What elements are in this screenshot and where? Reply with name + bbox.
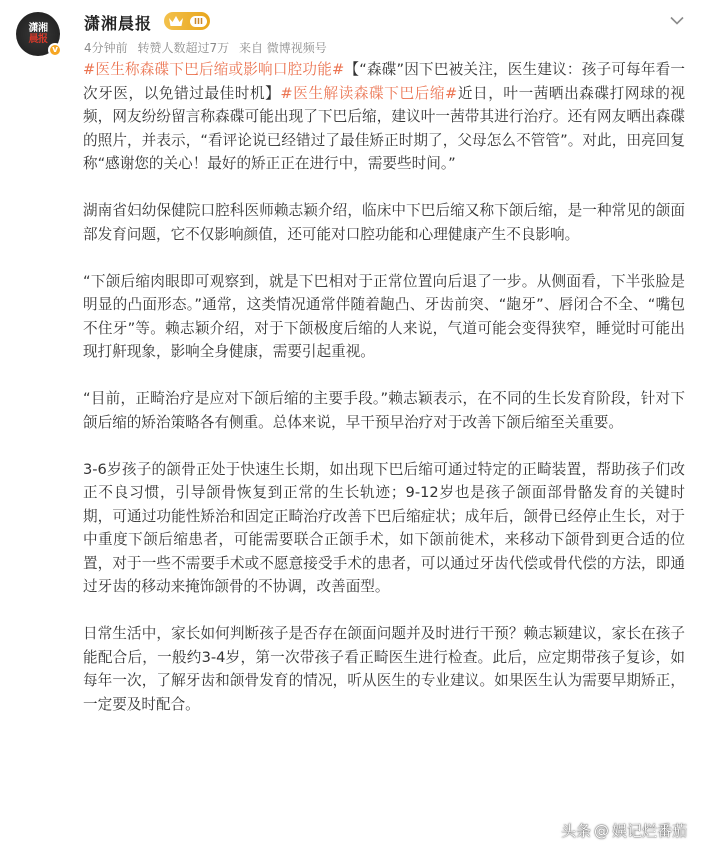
chevron-down-icon <box>670 16 684 25</box>
watermark <box>561 820 687 841</box>
post-meta <box>84 39 333 56</box>
intro-text: 近日，叶一茜晒出森碟打网球的视频，网友纷纷留言称森碟可能出现了下巴后缩，建议叶一茜带其进行治疗。还有网友晒出森碟的照片，并表示，“看评论说已经错过了最佳矫正时期了，父母怎么不管管”。对此，田亮回复称“感谢您的关心！最好的矫正正在进行中，需要些时间。” <box>83 84 685 172</box>
headline-text: 【“森碟”因下巴被关注，医生建议：孩子可每年看一次牙医，以免错过最佳时机】 <box>83 61 685 102</box>
post-header <box>16 10 689 58</box>
watermark-account: 娱记烂番茄 <box>611 822 687 840</box>
watermark-at: @ <box>593 822 609 840</box>
verified-icon: v <box>48 43 62 57</box>
topic-link-1[interactable]: #医生称森碟下巴后缩或影响口腔功能# <box>83 61 345 78</box>
avatar-text-line2: 晨报 <box>28 34 48 45</box>
repost-count: 转赞人数超过7万 <box>137 41 230 55</box>
post-source[interactable]: 来自 微博视频号 <box>238 41 327 55</box>
paragraph-5: 3-6岁孩子的颌骨正处于快速生长期，如出现下巴后缩可通过特定的正畸装置，帮助孩子们改正不良习惯，引导颌骨恢复到正常的生长轨迹；9-12岁也是孩子颌面部骨骼发育的关键时期，可通过功能性矫治和固定正畸治疗改善下巴后缩症状；成年后，颌骨已经停止生长，对于中重度下颌后缩患者，可能需要联合正颌手术，如下颌前徙术，来移动下颌骨到更合适的位置，对于一些不需要手术或不愿意接受手术的患者，可以通过牙齿代偿或骨代偿的方法，即通过牙齿的移动来掩饰颌骨的不协调，改善面型。 <box>83 460 685 595</box>
level-badge[interactable] <box>164 12 210 30</box>
paragraph-2: 湖南省妇幼保健院口腔科医师赖志颖介绍，临床中下巴后缩又称下颌后缩，是一种常见的颌面部发育问题，它不仅影响颜值，还可能对口腔功能和心理健康产生不良影响。 <box>83 202 685 243</box>
crown-icon <box>168 14 184 28</box>
more-options-icon[interactable] <box>665 10 689 30</box>
level-text: III <box>190 16 207 27</box>
paragraph-4: “目前，正畸治疗是应对下颌后缩的主要手段。”赖志颖表示，在不同的生长发育阶段，针对下颌后缩的矫治策略各有侧重。总体来说，早干预早治疗对于改善下颌后缩至关重要。 <box>83 390 685 431</box>
paragraph-3: “下颌后缩肉眼即可观察到，就是下巴相对于正常位置向后退了一步。从侧面看，下半张脸是明显的凸面形态。”通常，这类情况通常伴随着龅凸、牙齿前突、“龅牙”、唇闭合不全、“嘴包不住牙”等。赖志颖介绍，对于下颌极度后缩的人来说，气道可能会变得狭窄，睡觉时可能出现打鼾现象，影响全身健康，需要引起重视。 <box>83 272 685 360</box>
avatar-text-line1: 潇湘 <box>28 23 48 34</box>
watermark-platform: 头条 <box>560 822 591 840</box>
author-name[interactable]: 潇湘晨报 <box>84 14 153 33</box>
avatar-logo <box>29 23 48 45</box>
post-body <box>83 58 685 740</box>
paragraph-6: 日常生活中，家长如何判断孩子是否存在颌面问题并及时进行干预？赖志颖建议，家长在孩子能配合后，一般约3-4岁，第一次带孩子看正畸医生进行检查。此后，应定期带孩子复诊，如每年一次，了解牙齿和颌骨发育的情况，听从医生的专业建议。如果医生认为需要早期矫正，一定要及时配合。 <box>83 625 685 713</box>
topic-link-2[interactable]: #医生解读森碟下巴后缩# <box>280 84 458 102</box>
paragraph-intro <box>83 58 685 176</box>
post-time[interactable]: 4分钟前 <box>84 41 128 55</box>
